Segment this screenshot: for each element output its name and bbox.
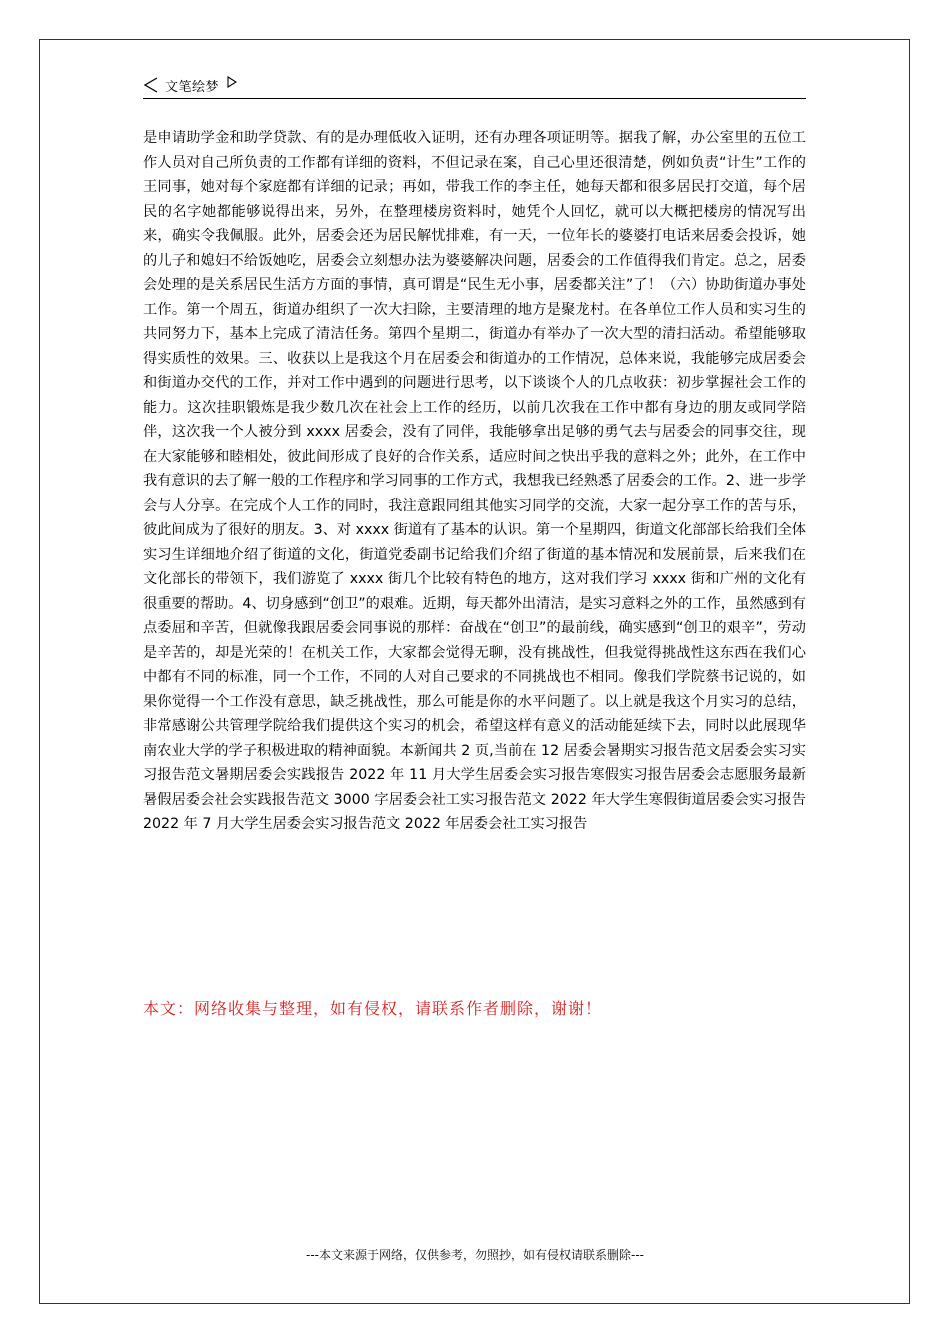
article-body: 是申请助学金和助学贷款、有的是办理低收入证明，还有办理各项证明等。据我了解，办公室里的五位工作人员对自己所负责的工作都有详细的资料，不但记录在案，自己心里还很清楚，例如负责“计生”工作的王同事，她对每个家庭都有详细的记录；再如，带我工作的李主任，她每天都和很多居民打交道，每个居民的名字她都能够说得出来，另外，在整理楼房资料时，她凭个人回忆，就可以大概把楼房的情况写出来，确实令我佩服。此外，居委会还为居民解忧排难，有一天，一位年长的婆婆打电话来居委会投诉，她的儿子和媳妇不给饭她吃，居委会立刻想办法为婆婆解决问题，居委会的工作值得我们肯定。总之，居委会处理的是关系居民生活方方面的事情，真可谓是“民生无小事，居委都关注”了！（六）协助街道办事处工作。第一个周五，街道办组织了一次大扫除，主要清理的地方是聚龙村。在各单位工作人员和实习生的共同努力下，基本上完成了清洁任务。第四个星期二，街道办有举办了一次大型的清扫活动。希望能够取得实质性的效果。三、收获以上是我这个月在居委会和街道办的工作情况，总体来说，我能够完成居委会和街道办交代的工作，并对工作中遇到的问题进行思考，以下谈谈个人的几点收获：初步掌握社会工作的能力。这次挂职锻炼是我少数几次在社会上工作的经历，以前几次我在工作中都有身边的朋友或同学陪伴，这次我一个人被分到 xxxx 居委会，没有了同伴，我能够拿出足够的勇气去与居委会的同事交往，现在大家能够和睦相处，彼此间形成了良好的合作关系，适应时间之快出乎我的意料之外；此外，在工作中我有意识的去了解一般的工作程序和学习同事的工作方式，我想我已经熟悉了居委会的工作。2、进一步学会与人分享。在完成个人工作的同时，我注意跟同组其他实习同学的交流，大家一起分享工作的苦与乐，彼此间成为了很好的朋友。3、对 xxxx 街道有了基本的认识。第一个星期四，街道文化部部长给我们全体实习生详细地介绍了街道的文化，街道党委副书记给我们介绍了街道的基本情况和发展前景，后来我们在文化部长的带领下，我们游览了 xxxx 街几个比较有特色的地方，这对我们学习 xxxx 街和广州的文化有很重要的帮助。4、切身感到“创卫”的艰难。近期，每天都外出清洁，是实习意料之外的工作，虽然感到有点委屈和辛苦，但就像我跟居委会同事说的那样：奋战在“创卫”的最前线，确实感到“创卫的艰辛”，劳动是辛苦的，却是光荣的！在机关工作，大家都会觉得无聊，没有挑战性，但我觉得挑战性这东西在我们心中都有不同的标准，同一个工作，不同的人对自己要求的不同挑战也不相同。像我们学院蔡书记说的，如果你觉得一个工作没有意思，缺乏挑战性，那么可能是你的水平问题了。以上就是我这个月实习的总结，非常感谢公共管理学院给我们提供这个实习的机会，希望这样有意义的活动能延续下去，同时以此展现华南农业大学的学子积极进取的精神面貌。本新闻共 2 页,当前在 12 居委会暑期实习报告范文居委会实习实习报告范文暑期居委会实践报告 2022 年 11 月大学生居委会实习报告寒假实习报告居委会志愿服务最新暑假居委会社会实践报告范文 3000 字居委会社工实习报告范文 2022 年大学生寒假街道居委会实习报告 2022 年 7 月大学生居委会实习报告范文 2022 年居委会社工实习报告 <box>143 130 806 832</box>
right-triangle-icon <box>227 76 237 88</box>
copyright-notice: 本文：网络收集与整理，如有侵权，请联系作者删除，谢谢！ <box>143 999 603 1018</box>
page-footer: ---本文来源于网络，仅供参考，勿照抄，如有侵权请联系删除--- <box>306 1248 644 1262</box>
page-header <box>143 72 806 99</box>
brand-name: 文笔绘梦 <box>165 79 220 95</box>
left-triangle-icon <box>143 77 159 93</box>
